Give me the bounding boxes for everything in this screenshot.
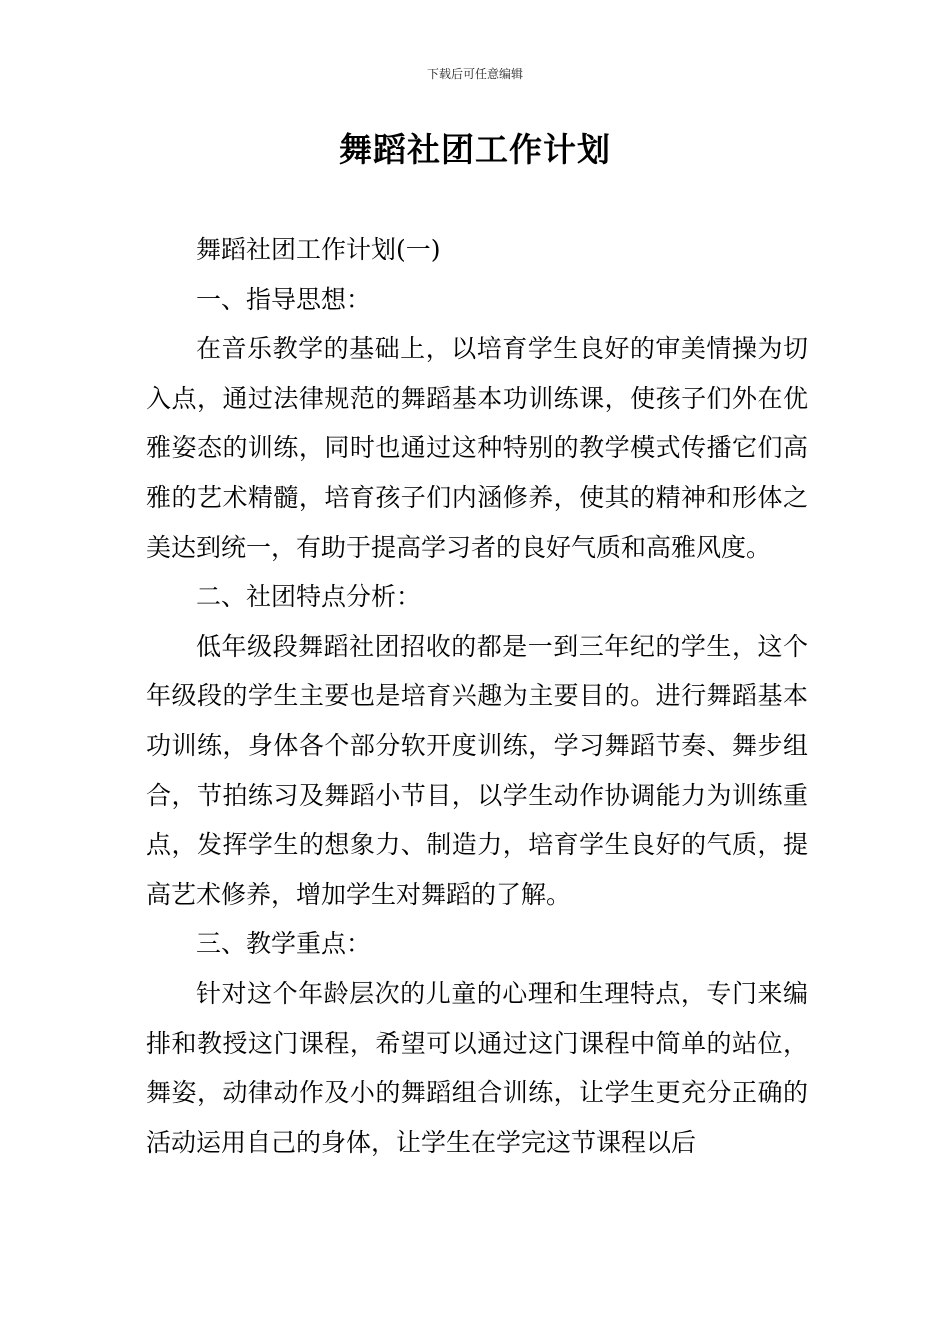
section-heading-teaching-focus: 三、教学重点： <box>196 929 372 959</box>
section-heading-guiding-ideology: 一、指导思想： <box>196 284 372 314</box>
paragraph-teaching-focus: 针对这个年龄层次的儿童的心理和生理特点，专门来编排和教授这门课程，希望可以通过这门课程中简单的站位，舞姿，动律动作及小的舞蹈组合训练，让学生更充分正确的活动运用自己的身体，让学生在学完这节课程以后 <box>146 978 808 1157</box>
paragraph-guiding-ideology: 在音乐教学的基础上，以培育学生良好的审美情操为切入点，通过法律规范的舞蹈基本功训练课，使孩子们外在优雅姿态的训练，同时也通过这种特别的教学模式传播它们高雅的艺术精髓，培育孩子们内涵修养，使其的精神和形体之美达到统一，有助于提高学习者的良好气质和高雅风度。 <box>146 334 808 562</box>
page-header-note: 下载后可任意编辑 <box>426 67 523 81</box>
document-title: 舞蹈社团工作计划 <box>339 130 611 169</box>
paragraph-club-analysis: 低年级段舞蹈社团招收的都是一到三年纪的学生，这个年级段的学生主要也是培育兴趣为主要目的。进行舞蹈基本功训练，身体各个部分软开度训练，学习舞蹈节奏、舞步组合，节拍练习及舞蹈小节目，以学生动作协调能力为训练重点，发挥学生的想象力、制造力，培育学生良好的气质，提高艺术修养，增加学生对舞蹈的了解。 <box>146 631 808 909</box>
section-heading-club-analysis: 二、社团特点分析： <box>196 582 422 612</box>
document-body <box>146 225 808 1167</box>
section-heading-plan-one: 舞蹈社团工作计划(一) <box>196 235 441 264</box>
